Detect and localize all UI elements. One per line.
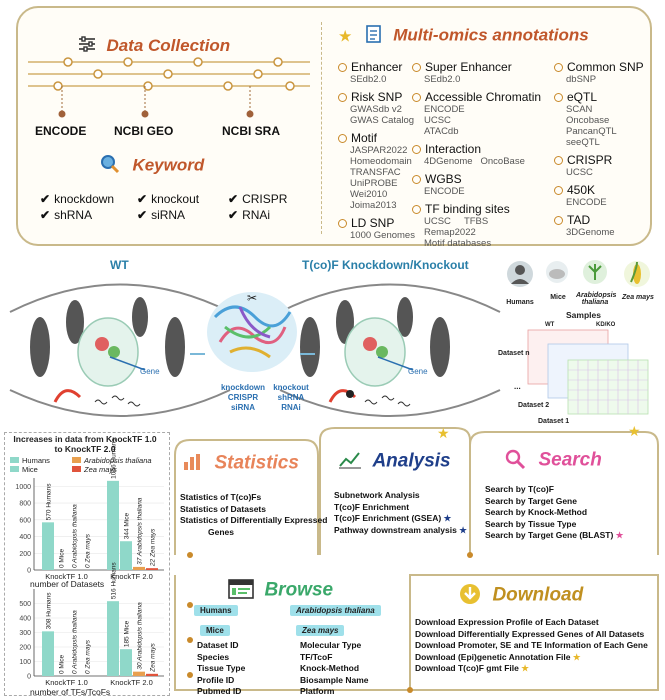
omics-source: 4DGenome OncoBase: [424, 156, 525, 167]
browse-tag-zea[interactable]: Zea mays: [296, 625, 344, 636]
search-item[interactable]: Search by Tissue Type: [485, 518, 577, 529]
samples-label: Samples: [566, 310, 601, 320]
bar-label: Zea mays: [149, 643, 157, 672]
omics-source: Joima2013: [350, 200, 397, 211]
data-collection-title: Data Collection: [106, 36, 231, 55]
analysis-title: Analysis: [372, 450, 451, 472]
download-icon: [458, 582, 482, 611]
knockdown-knockout-label: T(co)F Knockdown/Knockout: [302, 258, 469, 272]
bar-label: 0 Mice: [58, 548, 66, 568]
omics-name: LD SNP: [351, 216, 395, 230]
bar-label: 185 Mice: [123, 620, 131, 648]
browse-field[interactable]: Species: [197, 651, 230, 662]
omics-source: SCAN: [566, 104, 593, 115]
keyword-shrna: ✔ shRNA: [40, 208, 93, 222]
analysis-item[interactable]: Pathway downstream analysis ★: [334, 524, 467, 535]
statistics-item[interactable]: Genes: [208, 526, 234, 537]
wt-label: WT: [110, 258, 129, 272]
omics-source: ENCODE: [424, 186, 465, 197]
analysis-item[interactable]: T(co)F Enrichment (GSEA) ★: [334, 513, 452, 523]
analysis-item[interactable]: T(co)F Enrichment: [334, 501, 410, 512]
chart-title: Increases in data from KnockTF 1.0 to KnockTF 2.0: [13, 434, 157, 454]
search-item[interactable]: Search by Knock-Method: [485, 507, 588, 517]
bar-label: 30 Arabidopsis thaliana: [136, 602, 144, 670]
browse-header: [228, 578, 333, 605]
omics-source: JASPAR2022: [350, 145, 408, 156]
y-tick-label: 200: [19, 550, 31, 558]
search-list: [485, 484, 623, 542]
methods-right: knockout shRNA RNAi: [273, 383, 309, 412]
star-icon: ★: [338, 28, 353, 46]
download-item[interactable]: Download Promoter, SE and TE Information of Each Gene: [415, 640, 648, 650]
download-item[interactable]: Download Expression Profile of Each Dataset: [415, 617, 599, 627]
chart1-xlabel: number of Datasets: [30, 579, 105, 589]
keyword-title: Keyword: [132, 155, 205, 175]
omics-name: Interaction: [425, 142, 482, 156]
chart2-xlabel: number of TFs/TcoFs: [30, 687, 111, 697]
keyword-rnai: ✔ RNAi: [228, 208, 271, 222]
omics-source: ENCODE: [566, 197, 607, 208]
omics-source: UCSC TFBS: [424, 216, 489, 227]
legend-label: Arabidopsis thaliana: [84, 456, 152, 465]
statistics-list: [180, 492, 327, 538]
y-tick-label: 1000: [15, 483, 31, 491]
browse-title: Browse: [264, 579, 334, 601]
y-tick-label: 800: [19, 500, 31, 508]
y-tick-label: 200: [19, 644, 31, 652]
star-icon: ★: [443, 513, 452, 523]
search-item[interactable]: Search by Target Gene (BLAST) ★: [485, 530, 624, 540]
bar-label: 1066 Humans: [110, 438, 118, 479]
omics-source: dbSNP: [566, 74, 597, 85]
analysis-header: [338, 450, 451, 475]
browse-tag-humans[interactable]: Humans: [194, 605, 238, 616]
svg-text:✂: ✂: [246, 291, 258, 305]
omics-name: Common SNP: [567, 60, 644, 74]
omics-source: GWAS Catalog: [350, 115, 415, 126]
keyword-sirna: ✔ siRNA: [137, 208, 186, 222]
bar-label: 0 Arabidopsis thaliana: [71, 504, 79, 568]
browse-field[interactable]: Pubmed ID: [197, 686, 242, 696]
y-tick-label: 300: [19, 630, 31, 637]
omics-source: TRANSFAC: [350, 167, 401, 178]
bar-label: 344 Mice: [123, 512, 131, 540]
omics-source: Wei2010: [350, 189, 388, 200]
multi-omics-title: Multi-omics annotations: [393, 25, 589, 45]
star-icon: ★: [521, 663, 529, 673]
download-item[interactable]: Download (Epi)genetic Annotation File ★: [415, 651, 581, 662]
download-item[interactable]: Download T(co)F gmt File ★: [415, 663, 529, 673]
omics-name: Risk SNP: [351, 90, 403, 104]
bar-label: 0 Arabidopsis thaliana: [71, 610, 79, 674]
bar-label: 22 Zea mays: [149, 528, 157, 567]
search-icon: [504, 448, 526, 475]
browse-field[interactable]: Profile ID: [197, 674, 235, 685]
omics-source: Homeodomain: [350, 156, 412, 167]
omics-source: ATACdb: [424, 126, 459, 137]
download-title: Download: [492, 584, 584, 606]
species-arabidopsis: Arabidopsis thaliana: [576, 292, 617, 306]
download-item[interactable]: Download Differentially Expressed Genes of All Datasets: [415, 628, 645, 639]
omics-source: Remap2022: [424, 227, 476, 238]
omics-name: 450K: [567, 183, 596, 197]
legend-label: Humans: [22, 456, 50, 465]
statistics-title: Statistics: [214, 452, 299, 474]
svg-text:★: ★: [437, 426, 450, 442]
source-ncbi-geo: NCBI GEO: [114, 124, 174, 138]
omics-source: ENCODE: [424, 104, 465, 115]
star-icon: ★: [572, 651, 581, 662]
browse-field[interactable]: Tissue Type: [197, 663, 246, 673]
bar-chart-icon: [182, 452, 204, 477]
search-item[interactable]: Search by T(co)F: [485, 484, 554, 494]
browser-window-icon: [228, 578, 254, 605]
search-header: [504, 448, 602, 475]
omics-source: 1000 Genomes: [350, 230, 415, 241]
wt-small-label: WT: [545, 322, 555, 328]
search-title: Search: [538, 449, 602, 471]
omics-source: SEdb2.0: [424, 74, 461, 85]
browse-tag-arabidopsis[interactable]: Arabidopsis thaliana: [290, 605, 381, 616]
source-ncbi-sra: NCBI SRA: [222, 124, 281, 138]
y-tick-label: 600: [19, 517, 31, 525]
analysis-item[interactable]: Subnetwork Analysis: [334, 490, 420, 500]
statistics-item[interactable]: Statistics of Datasets: [180, 503, 266, 514]
keyword-knockdown: ✔ knockdown: [40, 192, 115, 206]
x-tick-label: KnockTF 1.0: [45, 678, 88, 687]
keyword-crispr: ✔ CRISPR: [228, 192, 288, 206]
omics-source: seeQTL: [566, 137, 600, 148]
omics-name: Motif: [351, 131, 378, 145]
legend-label: Zea mays: [84, 465, 117, 474]
source-encode: ENCODE: [35, 124, 87, 138]
dots-label: ...: [514, 382, 521, 391]
y-tick-label: 500: [19, 601, 31, 608]
statistics-item[interactable]: Statistics of T(co)Fs: [180, 492, 262, 502]
legend-label: Mice: [22, 465, 38, 474]
omics-name: eQTL: [567, 90, 598, 104]
y-tick-label: 400: [19, 615, 31, 623]
browse-col1: [197, 640, 245, 698]
species-zea: Zea mays: [622, 294, 654, 301]
search-item[interactable]: Search by Target Gene: [485, 495, 577, 506]
x-tick-label: KnockTF 2.0: [110, 678, 153, 687]
kdko-label: KD/KO: [596, 322, 616, 328]
browse-field[interactable]: Knock-Method: [300, 663, 360, 673]
omics-source: Oncobase: [566, 115, 610, 126]
species-mice: Mice: [550, 294, 566, 301]
keyword-knockout: ✔ knockout: [137, 192, 200, 206]
x-tick-label: KnockTF 2.0: [110, 572, 153, 581]
browse-field[interactable]: Dataset ID: [197, 640, 239, 650]
download-list: [415, 617, 648, 675]
svg-text:★: ★: [628, 424, 641, 440]
x-tick-label: KnockTF 1.0: [45, 572, 88, 581]
browse-tag-mice[interactable]: Mice: [200, 625, 230, 636]
browse-col2: [300, 640, 369, 698]
omics-name: Super Enhancer: [425, 60, 512, 74]
line-chart-icon: [338, 450, 362, 475]
omics-source: UCSC: [566, 167, 593, 178]
statistics-header: [182, 452, 299, 477]
dataset-2-label: Dataset 2: [518, 402, 550, 409]
bar-label: 570 Humans: [45, 483, 53, 521]
omics-name: WGBS: [425, 172, 462, 186]
gene-label-left: Gene: [140, 367, 160, 376]
y-tick-label: 100: [19, 659, 31, 666]
omics-source: Motif databases: [424, 238, 492, 249]
browse-field[interactable]: Platform: [300, 686, 335, 696]
star-icon: ★: [615, 530, 624, 540]
download-header: [458, 582, 583, 611]
omics-name: CRISPR: [567, 153, 613, 167]
dataset-n-label: Dataset n: [498, 350, 530, 357]
bar-label: 37 Arabidopsis thaliana: [136, 497, 144, 565]
dataset-1-label: Dataset 1: [538, 418, 570, 425]
methods-left: knockdown CRISPR siRNA: [220, 383, 265, 412]
y-tick-label: 0: [27, 673, 31, 681]
gene-label-right: Gene: [408, 367, 428, 376]
omics-source: SEdb2.0: [350, 74, 387, 85]
browse-field[interactable]: Molecular Type: [300, 640, 362, 650]
bar-label: 308 Humans: [45, 592, 53, 630]
omics-source: UniPROBE: [350, 178, 398, 189]
bar-label: 0 Mice: [58, 654, 66, 674]
omics-name: Enhancer: [351, 60, 403, 74]
omics-source: UCSC: [424, 115, 451, 126]
omics-name: TAD: [567, 213, 591, 227]
browse-field[interactable]: Biosample Name: [300, 674, 369, 685]
omics-name: TF binding sites: [425, 202, 510, 216]
star-icon: ★: [459, 524, 467, 535]
browse-field[interactable]: TF/TcoF: [300, 651, 333, 662]
omics-source: 3DGenome: [566, 227, 615, 238]
species-humans: Humans: [506, 299, 534, 306]
analysis-list: [334, 490, 467, 536]
y-tick-label: 400: [19, 534, 31, 542]
y-tick-label: 0: [27, 567, 31, 575]
statistics-item[interactable]: Statistics of Differentially Expressed: [180, 515, 328, 525]
bar-label: 0 Zea mays: [84, 640, 92, 674]
omics-source: PancanQTL: [566, 126, 617, 137]
omics-source: GWASdb v2: [350, 104, 402, 115]
bar-label: 516 Humans: [110, 562, 118, 600]
omics-name: Accessible Chromatin: [425, 90, 542, 104]
bar-label: 0 Zea mays: [84, 534, 92, 568]
